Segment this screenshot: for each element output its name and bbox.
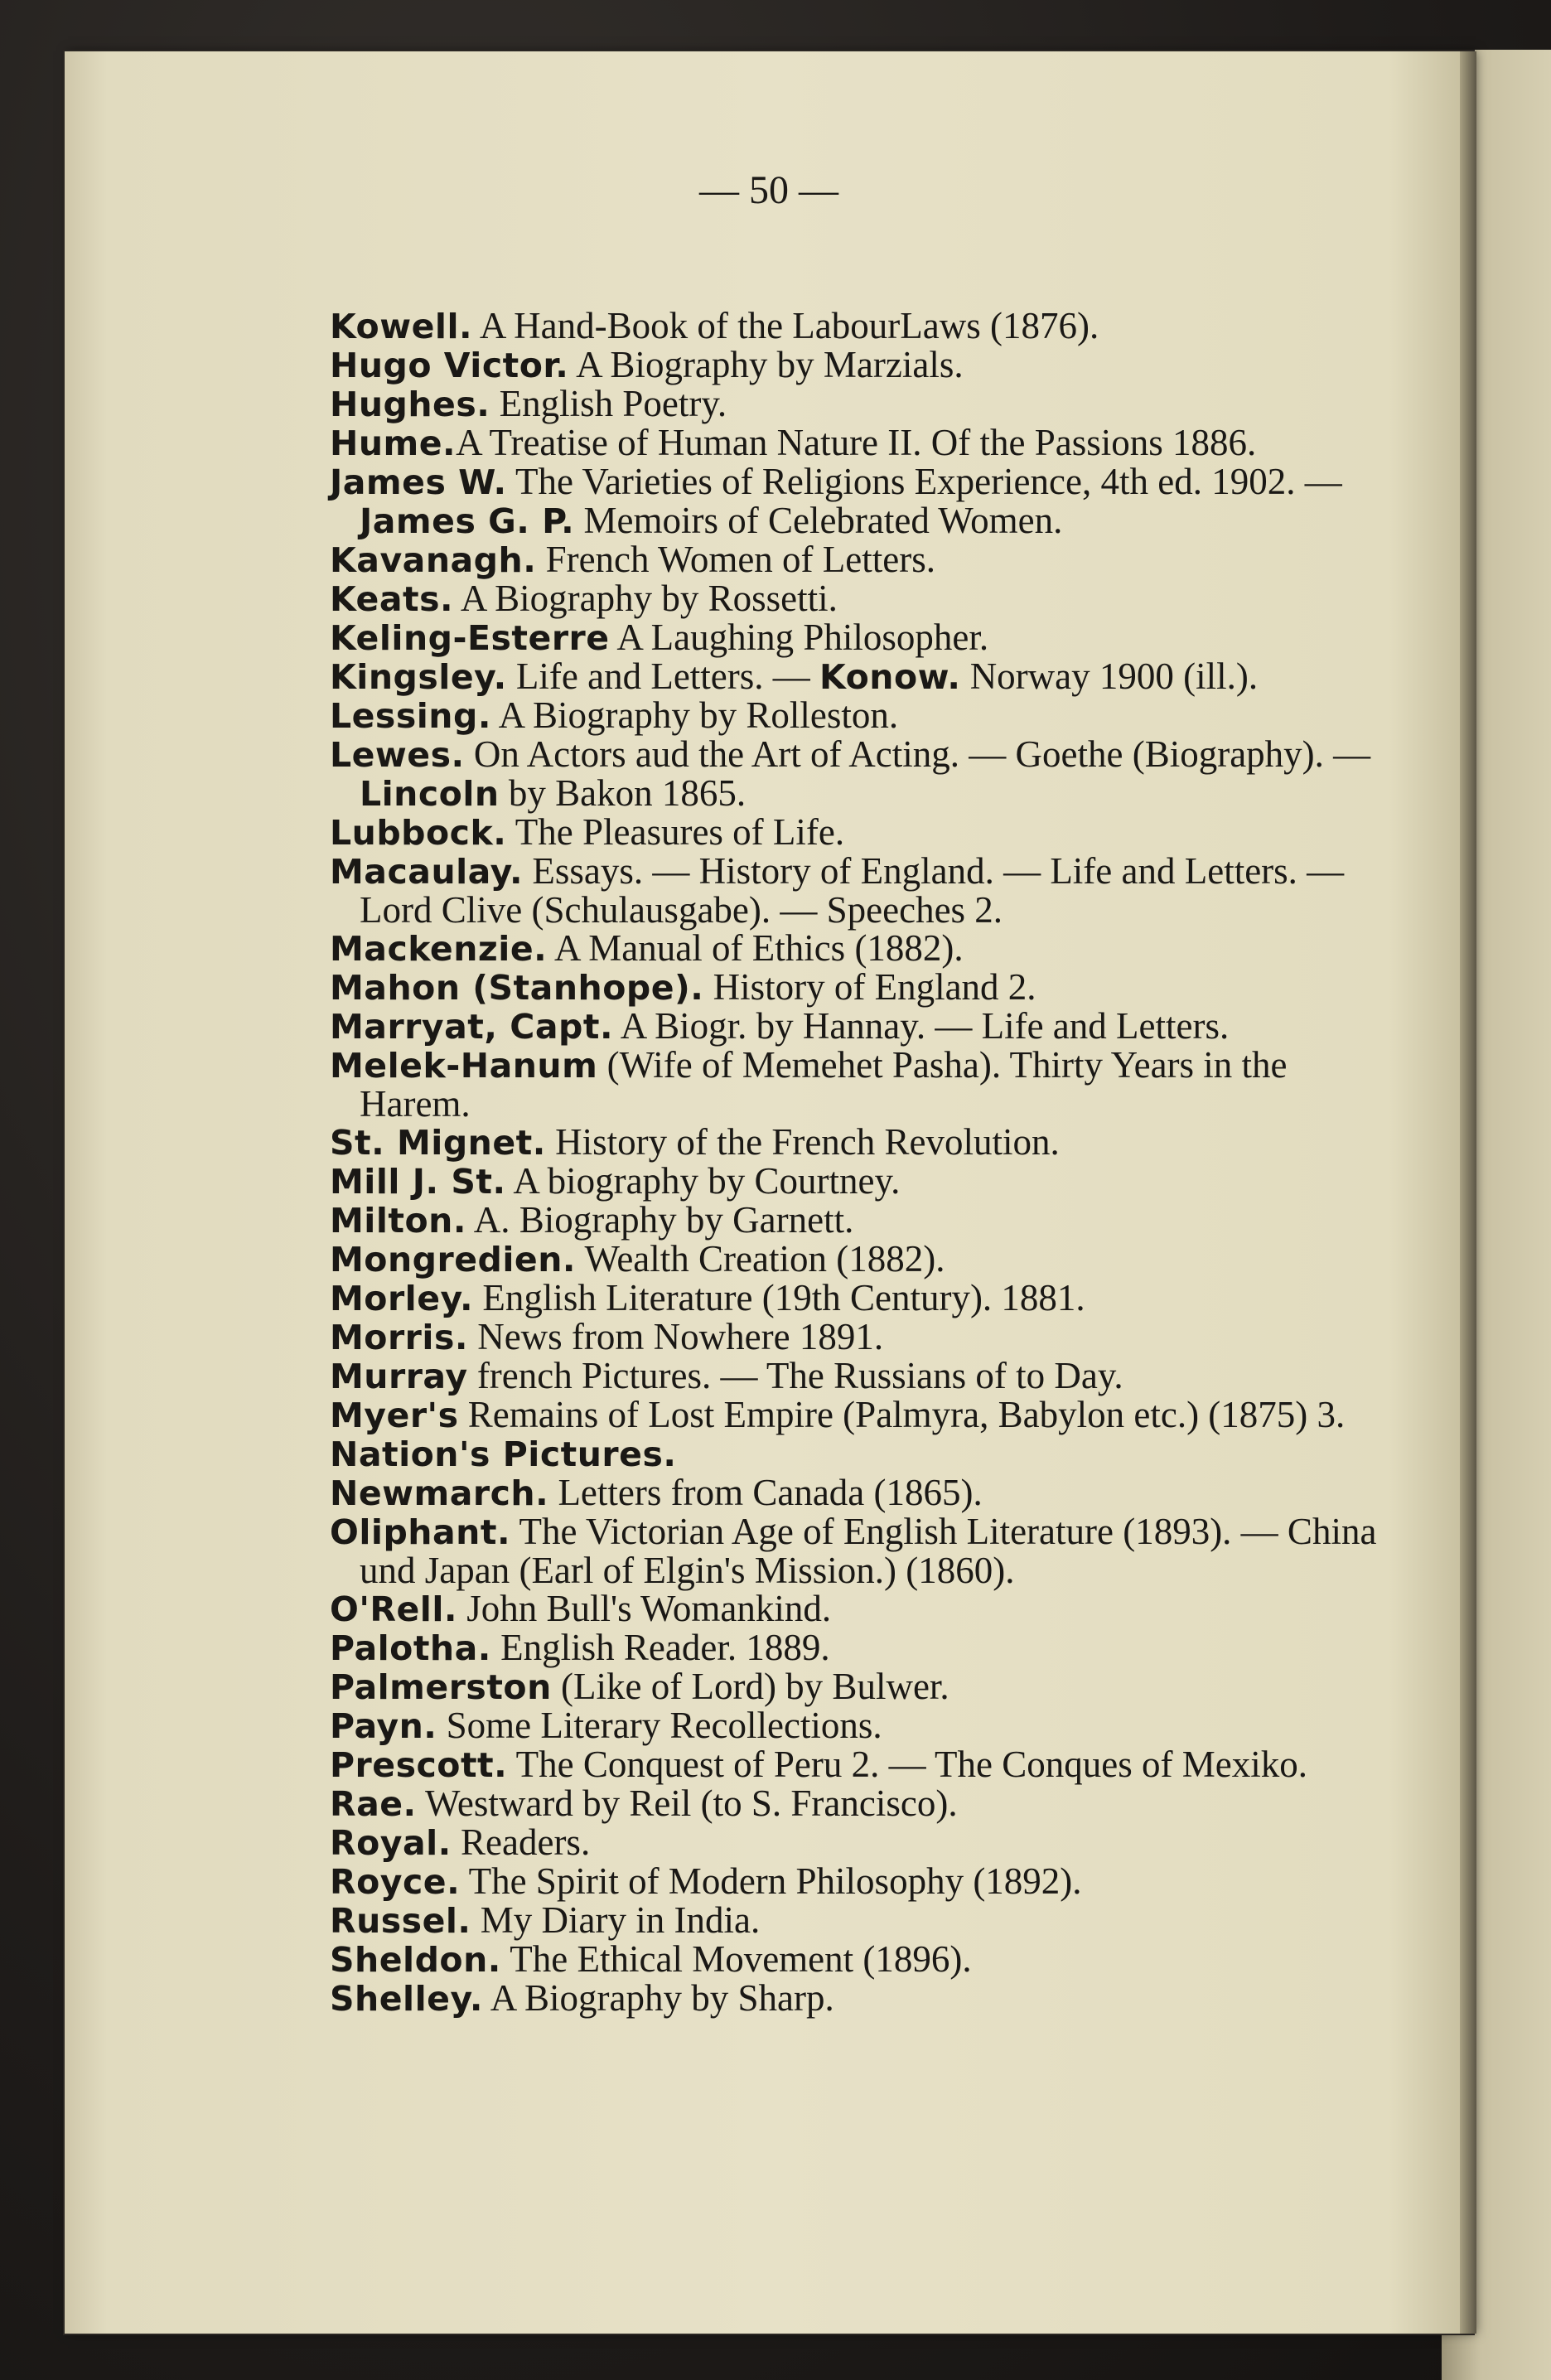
entry-author: Milton. — [330, 1201, 466, 1241]
page-number: — 50 — — [699, 168, 838, 212]
entry-text: Wealth Creation (1882). — [576, 1238, 945, 1279]
list-item — [330, 968, 1407, 1007]
entry-author: Mahon (Stanhope). — [330, 968, 704, 1008]
entry-author: Nation's Pictures. — [330, 1434, 677, 1474]
list-item — [330, 1279, 1407, 1318]
entry-text: English Literature (19th Century). 1881. — [473, 1277, 1085, 1318]
book-page — [65, 51, 1473, 2334]
entry-author: Payn. — [330, 1706, 437, 1746]
list-item — [330, 1123, 1407, 1162]
entry-text: Remains of Lost Empire (Palmyra, Babylon etc.) (1875) 3. — [458, 1394, 1346, 1435]
list-item — [330, 385, 1407, 423]
entry-text: Memoirs of Celebrated Women. — [574, 500, 1063, 541]
entry-author: Palmerston — [330, 1667, 552, 1707]
entry-author: Hugo Victor. — [330, 346, 569, 385]
entry-text: Readers. — [451, 1821, 591, 1863]
entry-author: Russel. — [330, 1901, 471, 1941]
entry-author: Shelley. — [330, 1979, 483, 2019]
list-item — [330, 423, 1407, 462]
entry-author: Mackenzie. — [330, 929, 548, 969]
entry-text: The Spirit of Modern Philosophy (1892). — [460, 1860, 1082, 1902]
list-item — [330, 1473, 1407, 1512]
list-item — [330, 852, 1407, 929]
entry-text: Westward by Reil (to S. Francisco). — [416, 1783, 958, 1824]
entry-text: by Bakon 1865. — [499, 772, 747, 814]
entry-author: Kowell. — [330, 307, 473, 346]
list-item — [330, 1784, 1407, 1823]
entry-text: Letters from Canada (1865). — [548, 1472, 983, 1513]
list-item — [330, 1318, 1407, 1357]
entry-author: Oliphant. — [330, 1512, 511, 1552]
entry-text: Norway 1900 (ill.). — [960, 655, 1259, 697]
entry-author: Lincoln — [360, 774, 500, 814]
entry-author: Royce. — [330, 1862, 461, 1902]
entry-text: Life and Letters. — — [506, 655, 820, 697]
entry-text: A Manual of Ethics (1882). — [547, 927, 964, 969]
entry-text: (Wife of Memehet Pasha). Thirty Years in the Harem. — [360, 1044, 1288, 1125]
list-item — [330, 1823, 1407, 1862]
entry-text: The Victorian Age of English Literature (1893). — China und Japan (Earl of Elgin's Mission.) (1860). — [360, 1511, 1377, 1591]
entry-text: The Varieties of Religions Experience, 4th ed. 1902. — — [506, 461, 1342, 502]
entry-author: Marryat, Capt. — [330, 1007, 614, 1047]
list-item — [330, 1357, 1407, 1396]
list-item — [330, 1240, 1407, 1279]
entry-author: Macaulay. — [330, 852, 524, 892]
entry-author: Sheldon. — [330, 1940, 501, 1980]
list-item — [330, 1396, 1407, 1434]
entry-author: James G. P. — [360, 501, 575, 541]
book-gutter — [1460, 51, 1476, 2334]
entry-text: A Treatise of Human Nature II. Of the Passions 1886. — [456, 422, 1257, 463]
list-item — [330, 1745, 1407, 1784]
entry-author: Lessing. — [330, 696, 491, 736]
entry-text: A Laughing Philosopher. — [609, 617, 989, 658]
entry-author: Keats. — [330, 579, 454, 619]
list-item — [330, 1007, 1407, 1046]
list-item — [330, 540, 1407, 579]
entry-author: Palotha. — [330, 1628, 491, 1668]
entry-author: Melek-Hanum — [330, 1046, 598, 1086]
entry-text: News from Nowhere 1891. — [467, 1316, 884, 1357]
entry-author: Mill J. St. — [330, 1162, 506, 1202]
entry-text: My Diary in India. — [471, 1899, 761, 1941]
bibliography-list — [330, 307, 1407, 2018]
list-item — [330, 1162, 1407, 1201]
entry-text: A. Biography by Garnett. — [466, 1199, 854, 1241]
entry-author: James W. — [330, 462, 507, 502]
entry-text: A Biography by Sharp. — [482, 1977, 834, 2019]
entry-author: O'Rell. — [330, 1589, 457, 1629]
entry-text: On Actors aud the Art of Acting. — Goethe (Biography). — — [464, 733, 1371, 775]
entry-text: English Poetry. — [490, 383, 727, 424]
entry-author: St. Mignet. — [330, 1123, 546, 1163]
list-item — [330, 1046, 1407, 1123]
list-item — [330, 1667, 1407, 1706]
entry-author: Lewes. — [330, 735, 465, 775]
list-item — [330, 813, 1407, 852]
list-item — [330, 462, 1407, 540]
entry-text: John Bull's Womankind. — [457, 1588, 832, 1629]
entry-text: French Women of Letters. — [536, 539, 935, 580]
list-item — [330, 1706, 1407, 1745]
entry-author: Morley. — [330, 1279, 474, 1318]
list-item — [330, 1628, 1407, 1667]
list-item — [330, 1434, 1407, 1473]
entry-author: Hume. — [330, 423, 457, 463]
list-item — [330, 579, 1407, 618]
entry-author: Kavanagh. — [330, 540, 537, 580]
entry-text: french Pictures. — The Russians of to Day. — [467, 1355, 1123, 1396]
entry-author: Lubbock. — [330, 813, 507, 853]
entry-author: Murray — [330, 1357, 468, 1396]
entry-text: A Hand-Book of the LabourLaws (1876). — [472, 305, 1099, 346]
entry-author: Mongredien. — [330, 1240, 577, 1279]
list-item — [330, 696, 1407, 735]
list-item — [330, 1940, 1407, 1979]
entry-text: Some Literary Recollections. — [437, 1705, 882, 1746]
list-item — [330, 307, 1407, 346]
entry-author: Prescott. — [330, 1745, 508, 1785]
entry-author: Myer's — [330, 1396, 459, 1435]
entry-text: A Biography by Marzials. — [568, 344, 964, 385]
list-item — [330, 1901, 1407, 1940]
list-item — [330, 929, 1407, 968]
entry-author: Kingsley. — [330, 657, 507, 697]
entry-text: (Like of Lord) by Bulwer. — [551, 1666, 949, 1707]
entry-text: History of the French Revolution. — [545, 1121, 1060, 1163]
entry-text: Essays. — History of England. — Life and Letters. — Lord Clive (Schulausgabe). — Speeches 2. — [360, 850, 1345, 931]
entry-author: Rae. — [330, 1784, 417, 1824]
entry-author: Morris. — [330, 1318, 468, 1357]
list-item — [330, 735, 1407, 813]
list-item — [330, 346, 1407, 385]
list-item — [330, 618, 1407, 657]
list-item — [330, 1512, 1407, 1589]
list-item — [330, 1201, 1407, 1240]
entry-author: Konow. — [819, 657, 961, 697]
entry-text: A Biogr. by Hannay. — Life and Letters. — [613, 1005, 1230, 1047]
entry-text: English Reader. 1889. — [490, 1627, 830, 1668]
entry-text: A biography by Courtney. — [505, 1160, 901, 1202]
entry-author: Hughes. — [330, 385, 490, 424]
list-item — [330, 1979, 1407, 2018]
entry-text: The Pleasures of Life. — [506, 811, 845, 853]
entry-author: Royal. — [330, 1823, 452, 1863]
list-item — [330, 1862, 1407, 1901]
entry-author: Newmarch. — [330, 1473, 549, 1513]
entry-text: The Ethical Movement (1896). — [500, 1938, 972, 1980]
list-item — [330, 1589, 1407, 1628]
list-item — [330, 657, 1407, 696]
entry-author: Keling-Esterre — [330, 618, 610, 658]
entry-text: A Biography by Rolleston. — [490, 694, 899, 736]
entry-text: History of England 2. — [703, 966, 1036, 1008]
entry-text: A Biography by Rossetti. — [453, 578, 838, 619]
entry-text: The Conquest of Peru 2. — The Conques of Mexiko. — [507, 1744, 1307, 1785]
